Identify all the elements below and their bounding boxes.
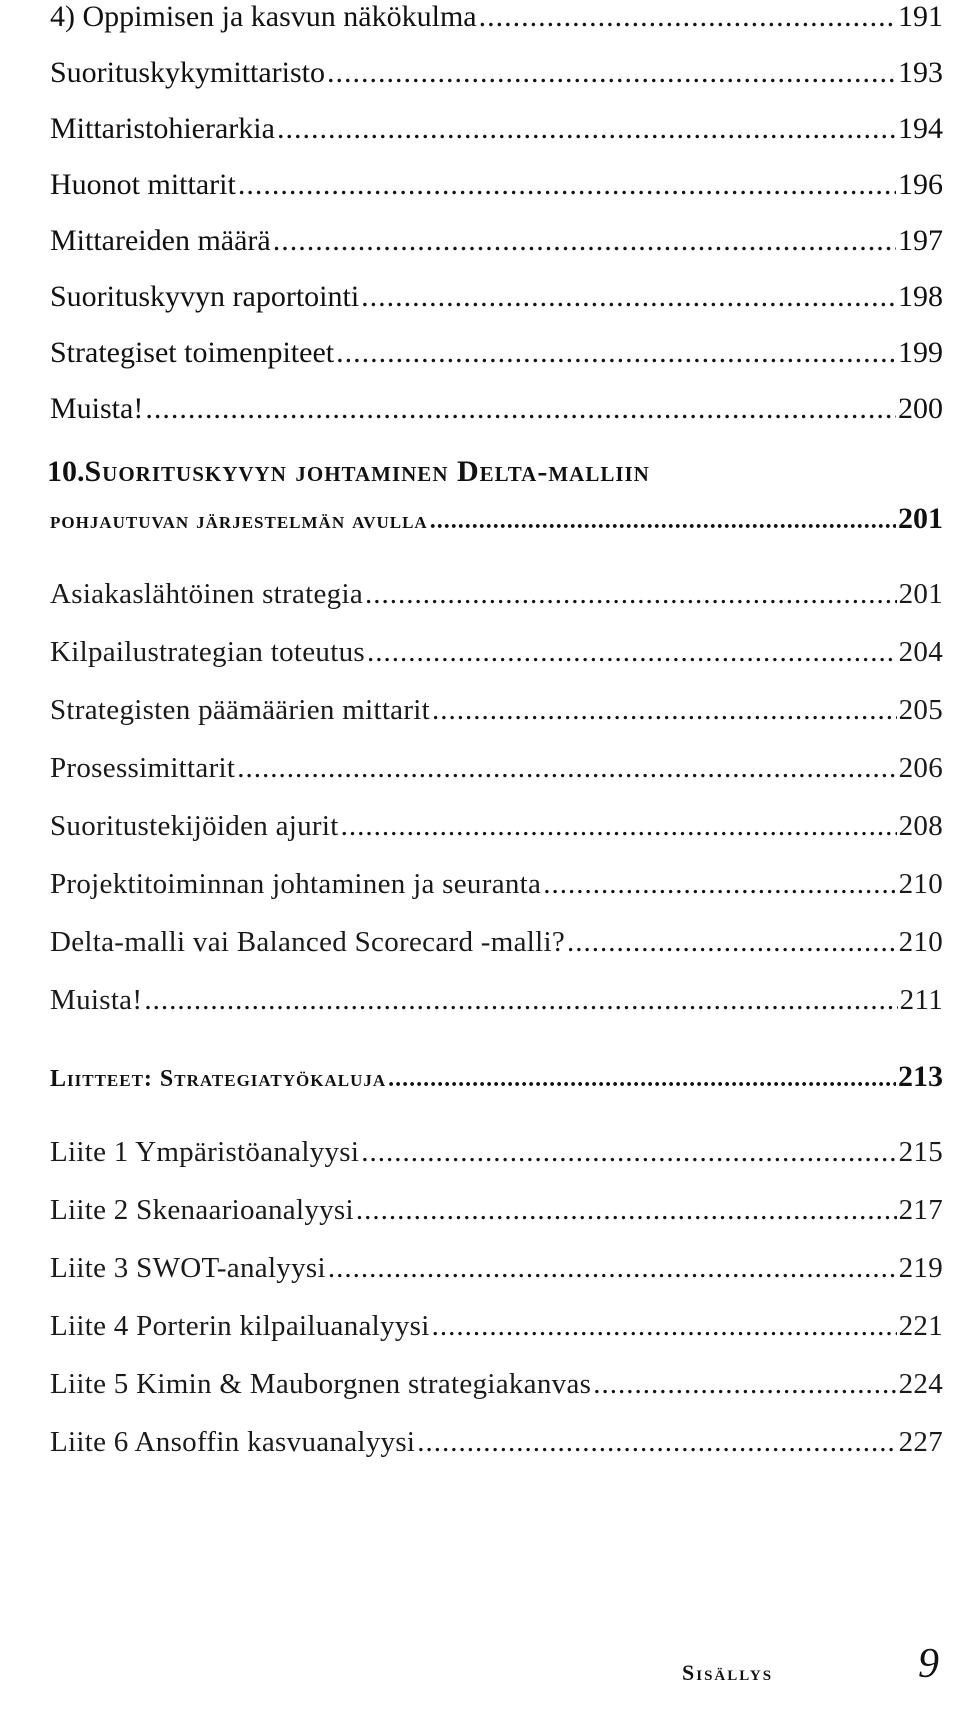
toc-entry-label: Projektitoiminnan johtaminen ja seuranta [50, 868, 542, 900]
toc-entry[interactable] [50, 1426, 943, 1459]
toc-entry[interactable] [50, 56, 943, 90]
leader-dots [341, 810, 897, 843]
toc-entry-page: 208 [898, 810, 943, 842]
toc-entry-label: Prosessimittarit [50, 752, 236, 784]
toc-entry-label: Kilpailustrategian toteutus [50, 636, 365, 668]
toc-entry-page: 194 [898, 112, 943, 145]
toc-entry-page: 211 [899, 984, 943, 1016]
leader-dots [361, 1136, 896, 1169]
toc-entry[interactable] [50, 984, 943, 1017]
toc-entry[interactable] [50, 112, 943, 146]
leader-dots [388, 1066, 896, 1093]
chapter-number: 10. [47, 455, 85, 488]
toc-entry-page: 210 [898, 926, 943, 958]
toc-entry[interactable] [50, 752, 943, 785]
leader-dots [144, 984, 897, 1017]
chapter-page: 201 [898, 502, 943, 535]
toc-entry-page: 201 [898, 578, 943, 610]
toc-entry-label: 4) Oppimisen ja kasvun näkökulma [50, 0, 477, 33]
leader-dots [367, 636, 897, 669]
toc-entry-page: 217 [898, 1194, 943, 1226]
toc-entry-label: Liite 3 SWOT-analyysi [50, 1252, 326, 1284]
toc-entry[interactable] [50, 694, 943, 727]
chapter-title-line1: Suorituskyvyn johtaminen Delta-malliin [84, 455, 650, 488]
toc-entry[interactable] [50, 868, 943, 901]
toc-entry-page: 215 [898, 1136, 943, 1168]
leader-dots [365, 578, 897, 611]
footer-page-number: 9 [918, 1641, 939, 1687]
toc-entry-label: Strategisten päämäärien mittarit [50, 694, 431, 726]
toc-entry-page: 198 [898, 280, 943, 313]
chapter-heading-line2[interactable] [50, 502, 943, 536]
toc-entry-label: Liite 6 Ansoffin kasvuanalyysi [50, 1426, 416, 1458]
toc-entry-page: 224 [898, 1368, 943, 1400]
toc-entry[interactable] [50, 1136, 943, 1169]
toc-entry[interactable] [50, 926, 943, 959]
leader-dots [593, 1368, 896, 1401]
leader-dots [417, 1426, 896, 1459]
toc-entry-label: Muista! [50, 392, 144, 425]
toc-entry-page: 206 [898, 752, 943, 784]
leader-dots [356, 1194, 897, 1227]
toc-entry-page: 227 [898, 1426, 943, 1458]
toc-entry-page: 205 [898, 694, 943, 726]
toc-entry[interactable] [50, 336, 943, 370]
toc-entry-label: Suorituskykymittaristo [50, 56, 326, 89]
toc-entry-page: 200 [898, 392, 943, 425]
leader-dots [327, 56, 896, 90]
leader-dots [336, 336, 896, 370]
chapter-heading[interactable] [47, 455, 650, 489]
toc-entry[interactable] [50, 1194, 943, 1227]
toc-entry-label: Delta-malli vai Balanced Scorecard -malli? [50, 926, 566, 958]
leader-dots [361, 280, 896, 314]
toc-entry-label: Suoritustekijöiden ajurit [50, 810, 339, 842]
toc-entry-label: Liite 2 Skenaarioanalyysi [50, 1194, 354, 1226]
toc-entry[interactable] [50, 0, 943, 34]
toc-entry-page: 197 [898, 224, 943, 257]
toc-entry[interactable] [50, 280, 943, 314]
footer-section-title: Sisällys [682, 1660, 774, 1685]
toc-entry[interactable] [50, 636, 943, 669]
toc-entry[interactable] [50, 810, 943, 843]
leader-dots [328, 1252, 897, 1285]
leader-dots [432, 694, 897, 727]
leader-dots [145, 392, 896, 426]
toc-entry-page: 219 [898, 1252, 943, 1284]
leader-dots [543, 868, 896, 901]
leader-dots [237, 752, 896, 785]
toc-entry-page: 196 [898, 168, 943, 201]
toc-entry-label: Mittareiden määrä [50, 224, 271, 257]
leader-dots [567, 926, 897, 959]
toc-entry-label: Strategiset toimenpiteet [50, 336, 335, 369]
toc-entry-page: 221 [898, 1310, 943, 1342]
appendix-page: 213 [898, 1060, 943, 1093]
leader-dots [277, 112, 896, 146]
leader-dots [238, 168, 896, 202]
toc-entry[interactable] [50, 1310, 943, 1343]
toc-entry-label: Huonot mittarit [50, 168, 236, 201]
appendix-heading[interactable] [50, 1060, 943, 1094]
toc-entry[interactable] [50, 392, 943, 426]
toc-entry-label: Asiakaslähtöinen strategia [50, 578, 364, 610]
toc-entry[interactable] [50, 168, 943, 202]
toc-entry-page: 210 [898, 868, 943, 900]
toc-entry-label: Suorituskyvyn raportointi [50, 280, 360, 313]
leader-dots [273, 224, 896, 258]
toc-entry-page: 199 [898, 336, 943, 369]
appendix-title: Liitteet: Strategiatyökaluja [50, 1066, 387, 1092]
toc-entry-page: 191 [898, 0, 943, 33]
toc-entry[interactable] [50, 1252, 943, 1285]
toc-entry-label: Muista! [50, 984, 143, 1016]
toc-entry-page: 204 [898, 636, 943, 668]
toc-entry[interactable] [50, 224, 943, 258]
toc-entry-label: Liite 1 Ympäristöanalyysi [50, 1136, 360, 1168]
leader-dots [432, 1310, 897, 1343]
toc-entry-label: Liite 5 Kimin & Mauborgnen strategiakanvas [50, 1368, 592, 1400]
toc-entry[interactable] [50, 578, 943, 611]
leader-dots [430, 508, 896, 535]
chapter-title-line2: pohjautuvan järjestelmän avulla [50, 508, 428, 534]
leader-dots [479, 0, 896, 34]
toc-entry-label: Mittaristohierarkia [50, 112, 275, 145]
toc-entry[interactable] [50, 1368, 943, 1401]
toc-entry-page: 193 [898, 56, 943, 89]
toc-entry-label: Liite 4 Porterin kilpailuanalyysi [50, 1310, 430, 1342]
